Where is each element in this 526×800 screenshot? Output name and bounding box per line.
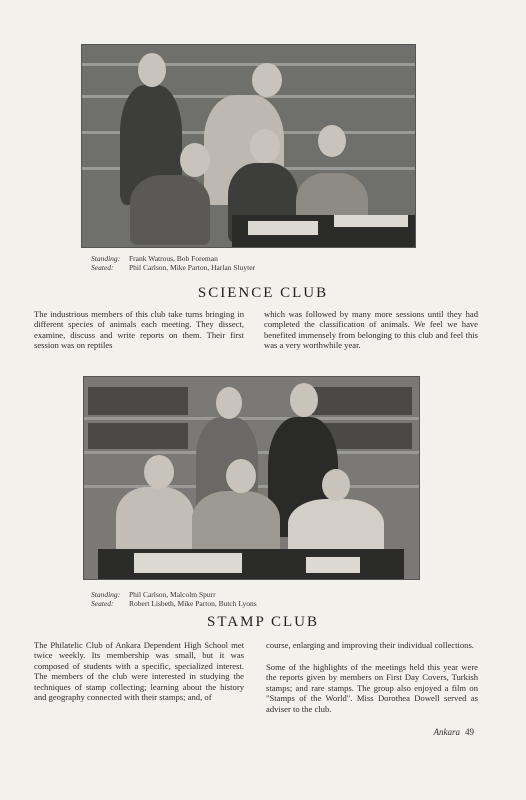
student-head <box>216 387 242 419</box>
student-head <box>252 63 282 97</box>
science-paragraph-col2: which was followed by many more sessions until they had completed the classification of animals. We feel we have benefited immensely from belonging to this club and feel this was a very worthwhile year. <box>264 309 478 351</box>
paper <box>134 553 242 573</box>
caption-role: Standing: <box>91 590 121 599</box>
paper <box>248 221 318 235</box>
student-head <box>290 383 318 417</box>
caption-names: Phil Carlson, Malcolm Spurr <box>129 590 216 599</box>
page-footer <box>434 727 475 737</box>
student-head <box>144 455 174 489</box>
books <box>88 387 188 415</box>
student-head <box>318 125 346 157</box>
science-paragraph-col1: The industrious members of this club take turns bringing in different species of animals each meeting. They dissect, examine, discuss and write reports on them. Their first session was on reptiles <box>34 309 244 351</box>
caption-names: Phil Carlson, Mike Parton, Harlan Sluyter <box>129 263 256 272</box>
shelf <box>84 417 419 420</box>
caption-role: Seated: <box>91 599 114 608</box>
student-head <box>226 459 256 493</box>
student-head <box>322 469 350 501</box>
stamp-club-photo <box>83 376 420 580</box>
paper <box>306 557 360 573</box>
paper <box>334 215 408 227</box>
science-photo-caption <box>91 254 255 272</box>
stamp-paragraph-col1: The Philatelic Club of Ankara Dependent High School met twice weekly. Its membership was small, but it was composed of students with a specific, specialized interest. The members of the club were interested in studying the techniques of stamp collecting; learning about the history and geography connected with their stamps; and, of <box>34 640 244 703</box>
student-head <box>180 143 210 177</box>
stamp-paragraph-col2a: course, enlarging and improving their individual collections. <box>266 640 474 650</box>
caption-role: Seated: <box>91 263 114 272</box>
science-club-title: SCIENCE CLUB <box>197 285 329 301</box>
caption-names: Robert Lisbeth, Mike Parton, Butch Lyons <box>129 599 257 608</box>
caption-names: Frank Watrous, Bob Foreman <box>129 254 218 263</box>
stamp-photo-caption <box>91 590 257 608</box>
stamp-paragraph-col2b: Some of the highlights of the meetings held this year were the reports given by members on First Day Covers, Turkish stamps; and rare stamps. The group also enjoyed a film on "Stamps of the World". Miss Dorothea Dowell served as adviser to the club. <box>266 662 478 714</box>
shelf <box>82 63 415 66</box>
school-name: Ankara <box>433 727 460 737</box>
student-figure <box>130 175 210 245</box>
books <box>312 387 412 415</box>
stamp-club-title: STAMP CLUB <box>206 614 319 630</box>
student-head <box>138 53 166 87</box>
student-head <box>250 129 280 163</box>
books <box>88 423 188 449</box>
page-number: 49 <box>465 727 474 737</box>
science-club-photo <box>81 44 416 248</box>
caption-role: Standing: <box>91 254 121 263</box>
